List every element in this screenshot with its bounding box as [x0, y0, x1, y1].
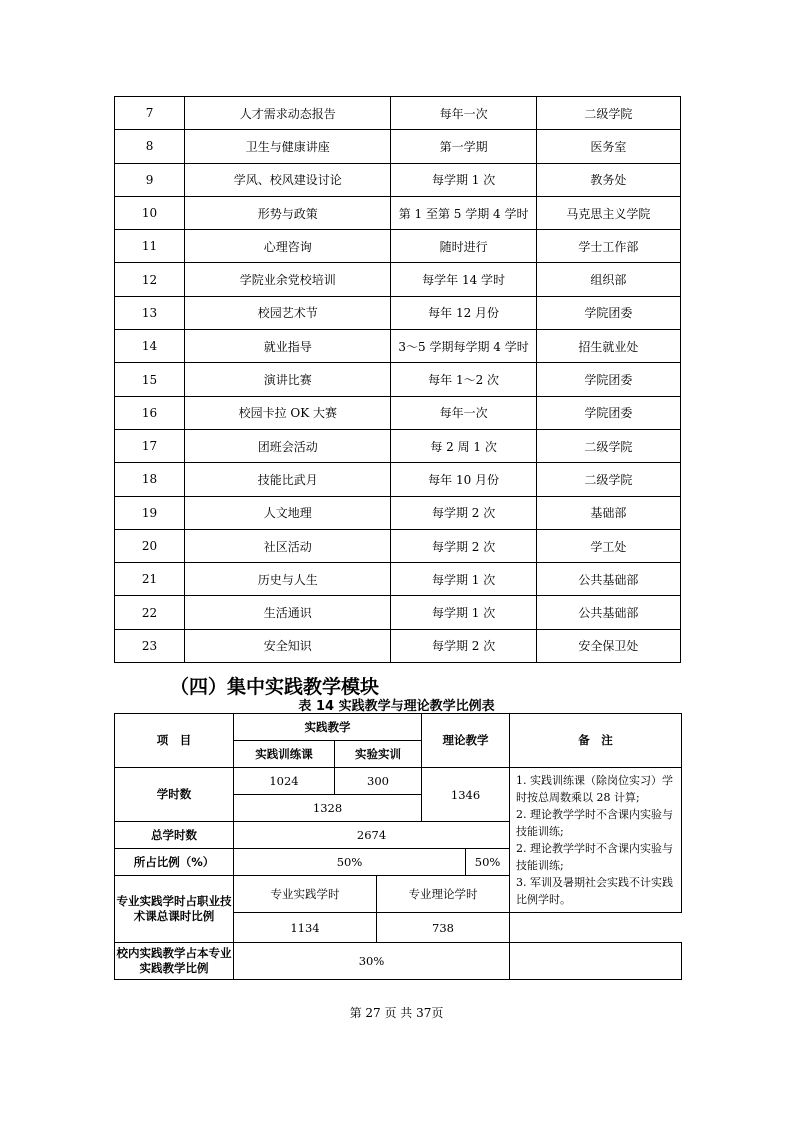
table-row: [115, 130, 681, 163]
activity-no: 18: [115, 463, 185, 496]
note-line: 2. 理论教学学时不含课内实验与技能训练;: [516, 808, 674, 838]
activity-time: 每学期 1 次: [391, 563, 536, 596]
table-row: [115, 396, 681, 429]
note-line: 2. 理论教学学时不含课内实验与技能训练;: [516, 842, 674, 872]
activity-time: 每学期 1 次: [391, 596, 536, 629]
activity-dept: 二级学院: [536, 463, 680, 496]
activity-dept: 基础部: [536, 496, 680, 529]
table-row: [115, 330, 681, 363]
table-row: [115, 596, 681, 629]
ratio-table: [114, 713, 682, 980]
activity-dept: 招生就业处: [536, 330, 680, 363]
activity-dept: 教务处: [536, 163, 680, 196]
activity-name: 技能比武月: [185, 463, 391, 496]
activity-no: 17: [115, 429, 185, 462]
activity-name: 社区活动: [185, 529, 391, 562]
activity-dept: 学工处: [536, 529, 680, 562]
activity-name: 安全知识: [185, 629, 391, 662]
notes-cell: [510, 768, 682, 913]
table-row: [115, 496, 681, 529]
activity-no: 14: [115, 330, 185, 363]
activity-time: 每 2 周 1 次: [391, 429, 536, 462]
activity-dept: 马克思主义学院: [536, 196, 680, 229]
activity-time: 第一学期: [391, 130, 536, 163]
header-practice: 实践教学: [234, 714, 422, 741]
theory-hours: 1346: [422, 768, 510, 822]
campus-note-empty: [510, 943, 682, 980]
activity-time: 每学期 1 次: [391, 163, 536, 196]
activity-name: 生活通识: [185, 596, 391, 629]
prof-theory-hours: 738: [377, 913, 510, 943]
activity-name: 心理咨询: [185, 230, 391, 263]
table-row: [115, 563, 681, 596]
hours-label: 学时数: [115, 768, 234, 822]
activity-no: 21: [115, 563, 185, 596]
activity-time: 每学期 2 次: [391, 529, 536, 562]
activity-dept: 公共基础部: [536, 563, 680, 596]
table-row: [115, 97, 681, 130]
activity-no: 20: [115, 529, 185, 562]
activity-no: 12: [115, 263, 185, 296]
activity-name: 就业指导: [185, 330, 391, 363]
table-row: [115, 363, 681, 396]
activity-name: 演讲比赛: [185, 363, 391, 396]
activity-dept: 医务室: [536, 130, 680, 163]
header-lab: 实验实训: [335, 741, 422, 768]
activity-dept: 学院团委: [536, 296, 680, 329]
activity-dept: 二级学院: [536, 97, 680, 130]
table-row: [115, 196, 681, 229]
activity-name: 人文地理: [185, 496, 391, 529]
theory-ratio: 50%: [466, 849, 510, 876]
total-hours: 2674: [234, 822, 510, 849]
activity-no: 11: [115, 230, 185, 263]
activity-time: 每年一次: [391, 97, 536, 130]
lab-hours: 300: [335, 768, 422, 795]
header-item: 项 目: [115, 714, 234, 768]
activity-time: 每年 12 月份: [391, 296, 536, 329]
training-hours: 1024: [234, 768, 335, 795]
activity-dept: 二级学院: [536, 429, 680, 462]
activity-name: 团班会活动: [185, 429, 391, 462]
table-row: [115, 163, 681, 196]
activity-no: 23: [115, 629, 185, 662]
total-label: 总学时数: [115, 822, 234, 849]
activity-time: 3～5 学期每学期 4 学时: [391, 330, 536, 363]
prof-theory-label: 专业理论学时: [377, 876, 510, 913]
activity-name: 学院业余党校培训: [185, 263, 391, 296]
header-training: 实践训练课: [234, 741, 335, 768]
activity-time: 每年 10 月份: [391, 463, 536, 496]
activity-no: 22: [115, 596, 185, 629]
table-row: [115, 296, 681, 329]
prof-label: 专业实践学时占职业技术课总课时比例: [115, 876, 234, 943]
activity-no: 16: [115, 396, 185, 429]
header-note: 备 注: [510, 714, 682, 768]
campus-label: 校内实践教学占本专业实践教学比例: [115, 943, 234, 980]
activity-name: 人才需求动态报告: [185, 97, 391, 130]
activity-no: 8: [115, 130, 185, 163]
table-row: [115, 230, 681, 263]
activity-name: 卫生与健康讲座: [185, 130, 391, 163]
activity-time: 第 1 至第 5 学期 4 学时: [391, 196, 536, 229]
activity-time: 随时进行: [391, 230, 536, 263]
campus-ratio: 30%: [234, 943, 510, 980]
table-row: [115, 629, 681, 662]
activity-no: 13: [115, 296, 185, 329]
activity-no: 19: [115, 496, 185, 529]
activity-dept: 安全保卫处: [536, 629, 680, 662]
table-row: [115, 529, 681, 562]
activity-time: 每学期 2 次: [391, 496, 536, 529]
table-caption: 表 14 实践教学与理论教学比例表: [298, 699, 495, 714]
activity-no: 15: [115, 363, 185, 396]
header-theory: 理论教学: [422, 714, 510, 768]
activity-no: 9: [115, 163, 185, 196]
activity-dept: 公共基础部: [536, 596, 680, 629]
activities-table: [114, 96, 681, 663]
page-footer: 第 27 页 共 37页: [349, 1006, 444, 1020]
activity-name: 形势与政策: [185, 196, 391, 229]
practice-ratio: 50%: [234, 849, 466, 876]
activity-name: 校园卡拉 OK 大赛: [185, 396, 391, 429]
note-line: 3. 军训及暑期社会实践不计实践比例学时。: [516, 876, 674, 906]
activity-time: 每年 1～2 次: [391, 363, 536, 396]
activity-time: 每学期 2 次: [391, 629, 536, 662]
activity-no: 10: [115, 196, 185, 229]
activity-no: 7: [115, 97, 185, 130]
activity-name: 历史与人生: [185, 563, 391, 596]
activity-dept: 组织部: [536, 263, 680, 296]
activity-dept: 学院团委: [536, 396, 680, 429]
table-row: [115, 263, 681, 296]
ratio-label: 所占比例（%）: [115, 849, 234, 876]
note-line: 1. 实践训练课（除岗位实习）学时按总周数乘以 28 计算;: [516, 774, 674, 804]
activity-name: 学风、校风建设讨论: [185, 163, 391, 196]
activity-dept: 学士工作部: [536, 230, 680, 263]
activity-name: 校园艺术节: [185, 296, 391, 329]
prof-practice-hours: 1134: [234, 913, 377, 943]
table-row: [115, 429, 681, 462]
practice-total: 1328: [234, 795, 422, 822]
activity-time: 每学年 14 学时: [391, 263, 536, 296]
activity-dept: 学院团委: [536, 363, 680, 396]
prof-practice-label: 专业实践学时: [234, 876, 377, 913]
activity-time: 每年一次: [391, 396, 536, 429]
section-title: （四）集中实践教学模块: [170, 676, 380, 698]
table-row: [115, 463, 681, 496]
